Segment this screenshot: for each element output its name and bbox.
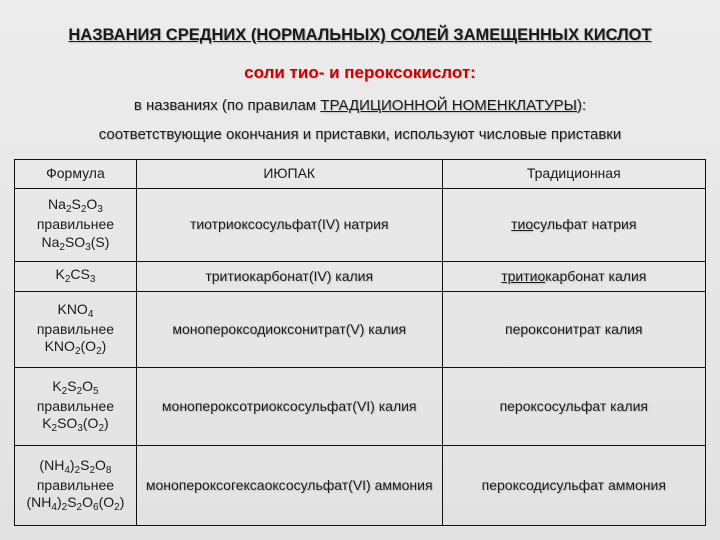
iupac-name: тритиокарбонат(IV) калия [136, 262, 442, 292]
prefixes-note: соответствующие окончания и приставки, используют числовые приставки [98, 126, 622, 143]
page-title: НАЗВАНИЯ СРЕДНИХ (НОРМАЛЬНЫХ) СОЛЕЙ ЗАМЕЩЕННЫХ КИСЛОТ [68, 26, 652, 44]
table-header-row [15, 160, 706, 189]
formula-cell: $(NH_4)_2S_2O_8$ правильнее $(NH_4)_2S_2O_6(O_2)$ [15, 446, 137, 526]
header-traditional: Традиционная [442, 160, 705, 189]
traditional-name: пероксодисульфат аммония [442, 446, 705, 526]
table-row [15, 189, 706, 262]
formula-cell: $K_2CS_3$ [15, 262, 137, 292]
note-after: ): [576, 97, 587, 114]
formula-cell: $K_2S_2O_5$ правильнее $K_2SO_3(O_2)$ [15, 368, 137, 446]
table-row [15, 292, 706, 368]
nomenclature-note [0, 97, 720, 114]
header-iupac: ИЮПАК [136, 160, 442, 189]
table-row [15, 262, 706, 292]
table-row [15, 446, 706, 526]
traditional-name: тритиокарбонат калия [442, 262, 705, 292]
note-before: в названиях (по правилам [133, 97, 321, 114]
iupac-name: монопероксотриоксосульфат(VI) калия [136, 368, 442, 446]
note-underlined: ТРАДИЦИОННОЙ НОМЕНКЛАТУРЫ [320, 97, 577, 114]
formula-cell: $Na_2S_2O_3$ правильнее $Na_2SO_3(S)$ [15, 189, 137, 262]
iupac-name: монопероксогексаоксосульфат(VI) аммония [136, 446, 442, 526]
header-formula: Формула [15, 160, 137, 189]
iupac-name: тиотриоксосульфат(IV) натрия [136, 189, 442, 262]
table-row [15, 368, 706, 446]
formula-cell: $KNO_4$ правильнее $KNO_2(O_2)$ [15, 292, 137, 368]
traditional-name: тиосульфат натрия [442, 189, 705, 262]
iupac-name: монопероксодиоксонитрат(V) калия [136, 292, 442, 368]
traditional-name: пероксонитрат калия [442, 292, 705, 368]
traditional-name: пероксосульфат калия [442, 368, 705, 446]
salts-table [14, 159, 706, 526]
page-subtitle: соли тио- и пероксокислот: [244, 63, 476, 82]
